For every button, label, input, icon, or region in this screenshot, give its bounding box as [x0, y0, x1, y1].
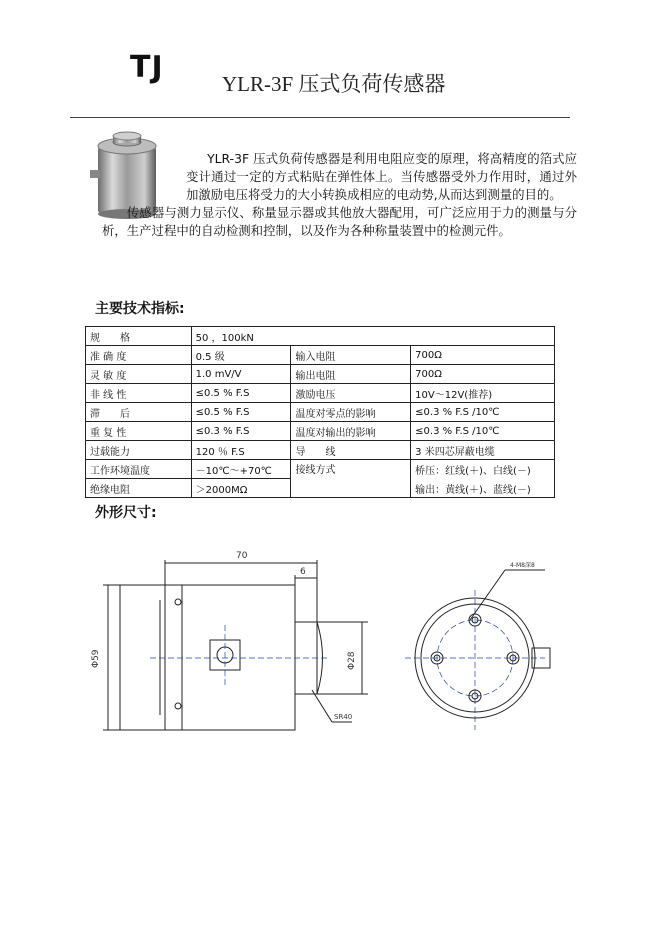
table-row [86, 460, 555, 479]
title-divider [70, 117, 570, 118]
side-view-body [120, 585, 295, 730]
dim-diameter-big: Φ59 [91, 649, 101, 668]
spec-key: 重 复 性 [86, 422, 192, 441]
dim-length: 70 [236, 551, 248, 561]
intro-text [102, 150, 577, 240]
table-row [86, 384, 555, 403]
dim-holes: 4-M8深8 [510, 562, 535, 569]
table-row [86, 422, 555, 441]
spec-key: 规 格 [86, 327, 192, 346]
spec-key: 工作环境温度 [86, 460, 192, 479]
spec-value: ≤0.5 % F.S [191, 384, 291, 403]
spec-value: 1.0 mV/V [191, 365, 291, 384]
table-row [86, 365, 555, 384]
spec-table [85, 326, 555, 498]
spec-value-wiring [411, 460, 555, 498]
dim-sphere: SR40 [334, 713, 353, 721]
spec-value: ≤0.5 % F.S [191, 403, 291, 422]
page-title: YLR-3F 压式负荷传感器 [222, 72, 446, 96]
spec-value: ≤0.3 % F.S [191, 422, 291, 441]
dim-diameter-small: Φ28 [347, 651, 357, 670]
spec-key: 输入电阻 [291, 346, 411, 365]
company-logo: TJ [130, 50, 164, 85]
spec-value: ≤0.3 % F.S /10℃ [411, 422, 555, 441]
spec-key: 非 线 性 [86, 384, 192, 403]
spec-key: 温度对输出的影响 [291, 422, 411, 441]
spec-key: 输出电阻 [291, 365, 411, 384]
table-row [86, 346, 555, 365]
spec-key: 接线方式 [291, 460, 411, 498]
spec-value: 120 ％ F.S [191, 441, 291, 460]
spec-value: 700Ω [411, 346, 555, 365]
spec-value: 0.5 级 [191, 346, 291, 365]
spec-value: 3 米四芯屏蔽电缆 [411, 441, 555, 460]
table-row [86, 327, 555, 346]
intro-paragraph-1: YLR-3F 压式负荷传感器是利用电阻应变的原理，将高精度的箔式应变计通过一定的方式粘贴在弹性体上。当传感器受外力作用时，通过外加激励电压将受力的大小转换成相应的电动势,从而达到测量的目的。 [186, 151, 577, 202]
spec-key: 准 确 度 [86, 346, 192, 365]
dim-step: 6 [300, 567, 306, 577]
spec-key: 绝缘电阻 [86, 479, 192, 498]
spec-heading: 主要技术指标: [95, 301, 185, 317]
table-row [86, 403, 555, 422]
spec-value: 10V～12V(推荐) [411, 384, 555, 403]
spec-key: 激励电压 [291, 384, 411, 403]
table-row [86, 441, 555, 460]
spec-key: 过载能力 [86, 441, 192, 460]
spec-value: 50 ，100kN [191, 327, 554, 346]
spec-value: ＞2000MΩ [191, 479, 291, 498]
spec-value: －10℃～+70℃ [191, 460, 291, 479]
spec-key: 滞 后 [86, 403, 192, 422]
spec-key: 灵 敏 度 [86, 365, 192, 384]
wiring-bridge: 桥压：红线(＋)、白线(－) [415, 465, 531, 477]
spec-key: 温度对零点的影响 [291, 403, 411, 422]
spec-value: ≤0.3 % F.S /10℃ [411, 403, 555, 422]
wiring-output: 输出：黄线(＋)、蓝线(－) [415, 484, 531, 496]
spec-key: 导 线 [291, 441, 411, 460]
outline-drawing [0, 530, 650, 760]
outline-heading: 外形尺寸: [95, 505, 157, 521]
spec-value: 700Ω [411, 365, 555, 384]
front-view [415, 570, 550, 718]
intro-paragraph-2: 传感器与测力显示仪、称量显示器或其他放大器配用，可广泛应用于力的测量与分析，生产过程中的自动检测和控制，以及作为各种称量装置中的检测元件。 [102, 205, 577, 238]
